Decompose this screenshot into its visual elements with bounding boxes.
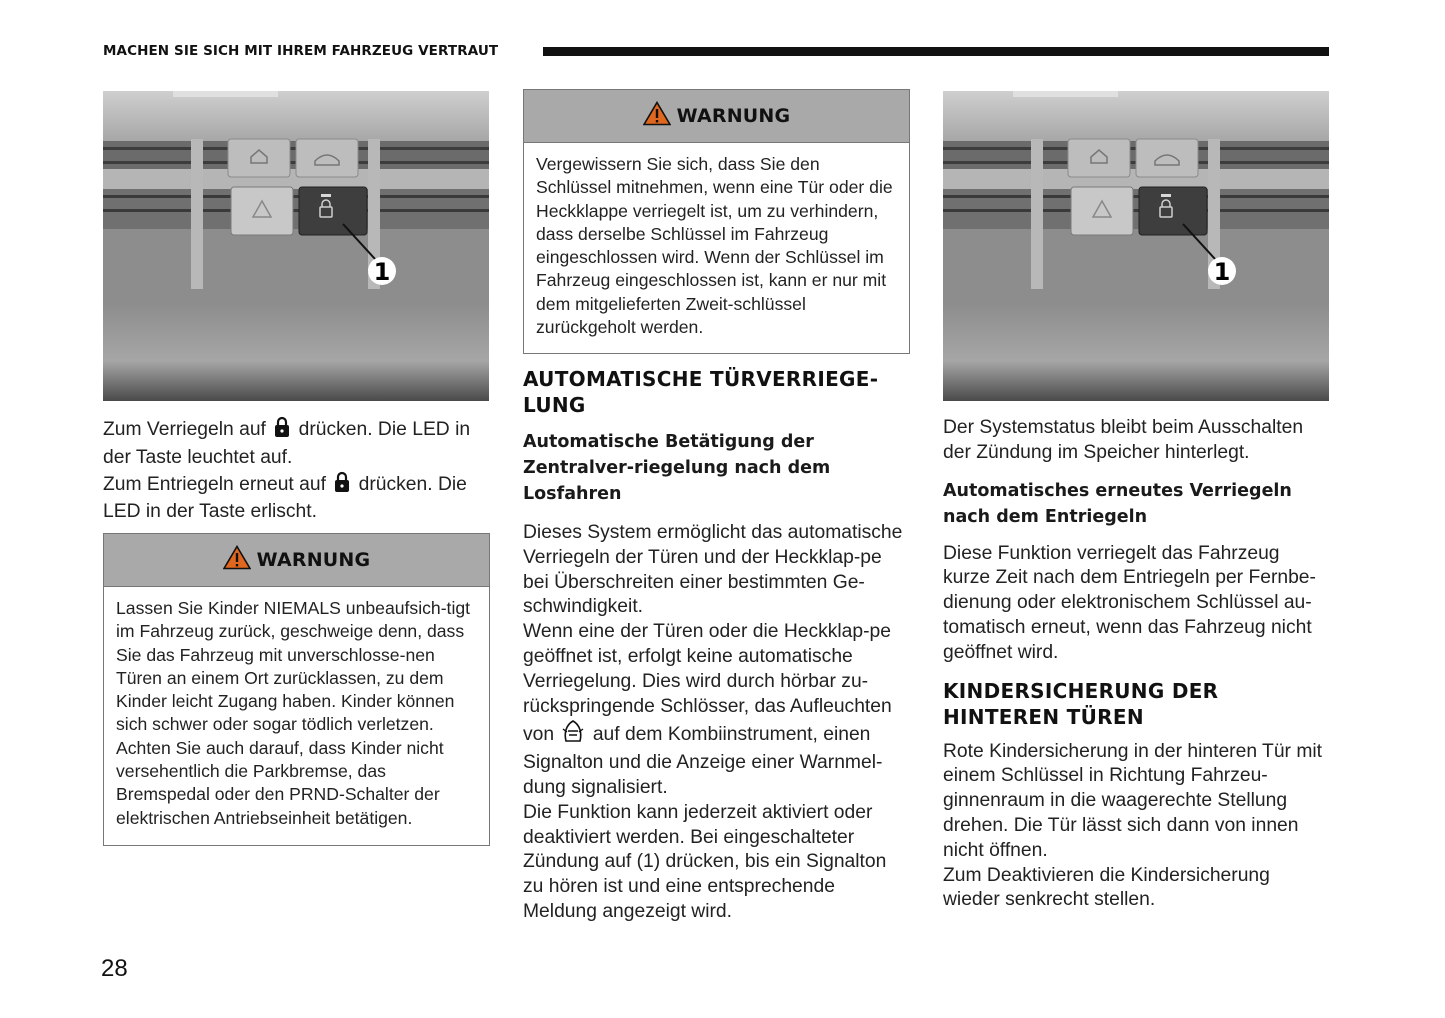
padlock-icon	[334, 471, 350, 501]
section-heading-auto-lock: AUTOMATISCHE TÜRVERRIEGE-LUNG	[523, 367, 879, 417]
subheading-auto-central-lock: Automatische Betätigung der Zentralver-riegelung nach dem Losfahren	[523, 432, 831, 504]
lock-button-figure-left	[103, 91, 489, 401]
warning-triangle-icon	[643, 101, 671, 131]
paragraph: Dieses System ermöglicht das automatische Verriegeln der Türen und der Heckklap-pe bei Überschreiten einer bestimmten Ge-schwindigkeit.	[523, 522, 903, 618]
warning-box-key	[523, 89, 910, 354]
figure-callout-1: 1	[1213, 258, 1231, 286]
lock-instructions	[103, 416, 489, 525]
warning-text: Lassen Sie Kinder NIEMALS unbeaufsich-tigt im Fahrzeug zurück, geschweige denn, dass Sie das Fahrzeug mit unverschlosse-nen Türen an einem Ort zurücklassen, zu dem Kinder leicht Zugang haben. Kinder können sich schwer oder sogar tödlich verletzen. Achten Sie auch darauf, dass Kinder nicht versehentlich die Parkbremse, das Bremspedal oder den PRND-Schalter der elektrischen Antriebseinheit betätigen.	[116, 598, 471, 828]
warning-triangle-icon	[223, 545, 251, 575]
section-heading-child-lock: KINDERSICHERUNG DER HINTEREN TÜREN	[943, 678, 1219, 729]
padlock-icon	[274, 416, 290, 446]
child-lock-body	[943, 740, 1329, 914]
column-3-content	[943, 416, 1329, 913]
paragraph-part: Wenn eine der Türen oder die Heckklap-pe geöffnet ist, erfolgt keine automatische Verriegelung. Dies wird durch hörbar zu-rückspringende Schlösser, das Aufleuchten von	[523, 621, 892, 746]
running-header: MACHEN SIE SICH MIT IHREM FAHRZEUG VERTRAUT	[103, 43, 499, 59]
lock-instruction-text-b: drücken. Die LED in der Taste leuchtet auf.	[103, 419, 471, 468]
paragraph: Rote Kindersicherung in der hinteren Tür mit einem Schlüssel in Richtung Fahrzeu-ginnenraum in die waagerechte Stellung drehen. Die Tür lässt sich dann von innen nicht öffnen.	[943, 740, 1323, 861]
subheading-auto-relock: Automatisches erneutes Verriegeln nach dem Entriegeln	[943, 480, 1292, 527]
warning-box-children	[103, 533, 490, 846]
lock-button-figure-right	[943, 91, 1329, 401]
warning-header	[104, 534, 489, 587]
figure-callout-1: 1	[373, 258, 391, 286]
warning-header	[524, 90, 909, 143]
warning-text: Vergewissern Sie sich, dass Sie den Schlüssel mitnehmen, wenn eine Tür oder die Heckklappe verriegelt ist, um zu verhindern, dass derselbe Schlüssel im Fahrzeug eingeschlossen wird. Wenn der Schlüssel im Fahrzeug eingeschlossen ist, kann er nur mit dem mitgelieferten Zweit-schlüssel zurückgeholt werden.	[536, 154, 893, 338]
door-open-warning-icon	[562, 719, 584, 751]
warning-title: WARNUNG	[676, 105, 791, 127]
paragraph-part: auf dem Kombiinstrument, einen Signalton und die Anzeige einer Warnmel-dung signalisiert.	[523, 724, 883, 798]
paragraph: Zum Deaktivieren die Kindersicherung wieder senkrecht stellen.	[943, 864, 1270, 911]
paragraph: Der Systemstatus bleibt beim Ausschalten der Zündung im Speicher hinterlegt.	[943, 417, 1304, 463]
paragraph: Die Funktion kann jederzeit aktiviert oder deaktiviert werden. Bei eingeschalteter Zündung auf (1) drücken, bis ein Signalton zu hören ist und eine entsprechende Meldung angezeigt wird.	[523, 801, 887, 922]
unlock-instruction-text-a: Zum Entriegeln erneut auf	[103, 473, 326, 495]
paragraph: Diese Funktion verriegelt das Fahrzeug kurze Zeit nach dem Entriegeln per Fernbe-dienung oder elektronischem Schlüssel au-tomatisch erneut, wenn das Fahrzeug nicht geöffnet wird.	[943, 542, 1316, 663]
auto-lock-section	[523, 366, 909, 925]
auto-lock-body	[523, 521, 909, 925]
unlock-instruction-text-b: drücken. Die LED in der Taste erlischt.	[103, 473, 467, 523]
header-rule	[543, 47, 1329, 56]
lock-instruction-text-a: Zum Verriegeln auf	[103, 419, 266, 440]
page-number: 28	[101, 955, 128, 982]
warning-title: WARNUNG	[256, 549, 371, 571]
